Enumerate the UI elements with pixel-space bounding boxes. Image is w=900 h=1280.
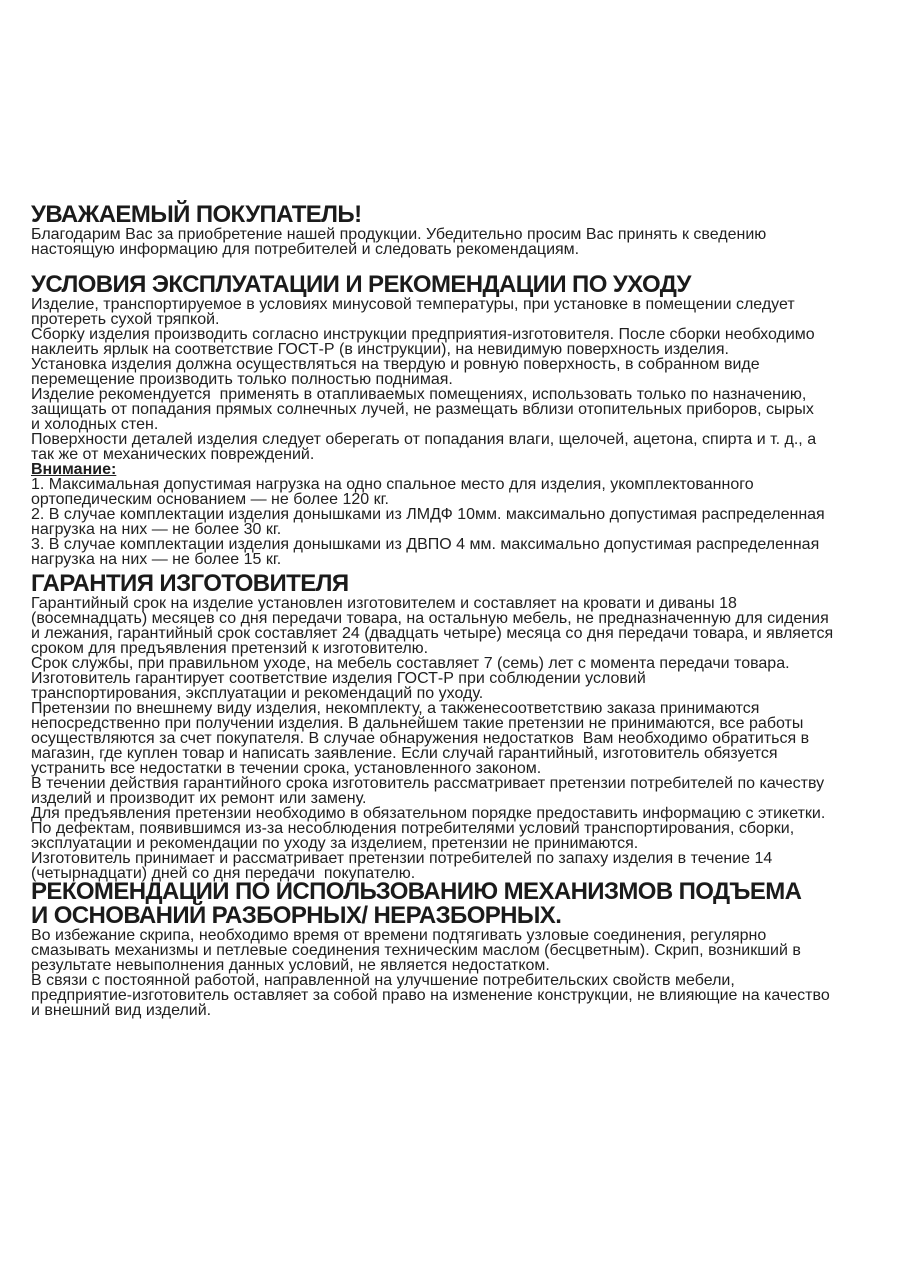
- manufacturer-warranty-heading: ГАРАНТИЯ ИЗГОТОВИТЕЛЯ: [31, 570, 349, 597]
- mechanism-recommendations-heading: [31, 880, 886, 928]
- dear-customer-paragraph: [31, 227, 886, 257]
- text-line: Поверхности деталей изделия следует оберегать от попадания влаги, щелочей, ацетона, спирта и т. д., а: [31, 431, 817, 448]
- text-line: Во избежание скрипа, необходимо время от времени подтягивать узловые соединения, регулярно: [31, 927, 767, 944]
- text-line: Для предъявления претензии необходимо в обязательном порядке предоставить информацию с этикетки.: [31, 805, 826, 822]
- text-line: изделий и производит их ремонт или замену.: [31, 790, 367, 807]
- text-line: перемещение производить только полностью поднимая.: [31, 371, 453, 388]
- text-line: (восемнадцать) месяцев со дня передачи товара, на остальную мебель, не предназначенную для сидения: [31, 610, 829, 627]
- text-line: Сборку изделия производить согласно инструкции предприятия-изготовителя. После сборки необходимо: [31, 326, 815, 343]
- attention-list: [31, 477, 886, 567]
- text-line: ортопедическим основанием — не более 120 кг.: [31, 491, 389, 508]
- text-line: 3. В случае комплектации изделия донышками из ДВПО 4 мм. максимально допустимая распределенная: [31, 536, 820, 553]
- mechanism-recommendations-paragraph: [31, 928, 886, 1018]
- text-line: 1. Максимальная допустимая нагрузка на одно спальное место для изделия, укомплектованного: [31, 476, 754, 493]
- section-dear-customer: [31, 203, 886, 257]
- text-line: Претензии по внешнему виду изделия, некомплекту, а такженесоответствию заказа принимаются: [31, 700, 760, 717]
- text-line: предприятие-изготовитель оставляет за собой право на изменение конструкции, не влияющие на качество: [31, 987, 830, 1004]
- text-line: Изготовитель принимает и рассматривает претензии потребителей по запаху изделия в течение 14: [31, 850, 773, 867]
- text-line: Срок службы, при правильном уходе, на мебель составляет 7 (семь) лет с момента передачи товара.: [31, 655, 790, 672]
- section-manufacturer-warranty: [31, 572, 886, 881]
- usage-conditions-paragraph: [31, 297, 886, 462]
- text-line: и лежания, гарантийный срок составляет 24 (двадцать четыре) месяца со дня передачи товара, и является: [31, 625, 834, 642]
- heading-line: РЕКОМЕНДАЦИИ ПО ИСПОЛЬЗОВАНИЮ МЕХАНИЗМОВ ПОДЪЕМА: [31, 878, 802, 905]
- text-line: эксплуатации и рекомендации по уходу за изделием, претензии не принимаются.: [31, 835, 639, 852]
- text-line: Гарантийный срок на изделие установлен изготовителем и составляет на кровати и диваны 18: [31, 595, 737, 612]
- section-usage-conditions: [31, 273, 886, 567]
- text-line: Изделие, транспортируемое в условиях минусовой температуры, при установке в помещении следует: [31, 296, 795, 313]
- text-line: нагрузка на них — не более 15 кг.: [31, 551, 282, 568]
- text-line: смазывать механизмы и петлевые соединения техническим маслом (бесцветным). Скрип, возникший в: [31, 942, 801, 959]
- text-line: Изготовитель гарантирует соответствие изделия ГОСТ-Р при соблюдении условий: [31, 670, 646, 687]
- text-line: Благодарим Вас за приобретение нашей продукции. Убедительно просим Вас принять к сведению: [31, 226, 767, 243]
- text-line: и внешний вид изделий.: [31, 1002, 212, 1019]
- heading-line: И ОСНОВАНИЙ РАЗБОРНЫХ/ НЕРАЗБОРНЫХ.: [31, 902, 562, 929]
- text-line: протереть сухой тряпкой.: [31, 311, 220, 328]
- text-line: (четырнадцати) дней со дня передачи покупателю.: [31, 865, 416, 882]
- text-line: непосредственно при получении изделия. В дальнейшем такие претензии не принимаются, все работы: [31, 715, 804, 732]
- text-line: нагрузка на них — не более 30 кг.: [31, 521, 282, 538]
- section-mechanism-recommendations: [31, 880, 886, 1018]
- text-line: настоящую информацию для потребителей и следовать рекомендациям.: [31, 241, 580, 258]
- text-line: наклеить ярлык на соответствие ГОСТ-Р (в инструкции), на невидимую поверхность изделия.: [31, 341, 729, 358]
- text-line: так же от механических повреждений.: [31, 446, 315, 463]
- attention-label: Внимание:: [31, 461, 117, 478]
- text-line: 2. В случае комплектации изделия донышками из ЛМДФ 10мм. максимально допустимая распределенная: [31, 506, 825, 523]
- text-line: и холодных стен.: [31, 416, 159, 433]
- text-line: защищать от попадания прямых солнечных лучей, не размещать вблизи отопительных приборов, сырых: [31, 401, 814, 418]
- text-line: Изделие рекомендуется применять в отапливаемых помещениях, использовать только по назначению,: [31, 386, 807, 403]
- text-line: Установка изделия должна осуществляться на твердую и ровную поверхность, в собранном виде: [31, 356, 760, 373]
- text-line: магазин, где куплен товар и написать заявление. Если случай гарантийный, изготовитель обязуется: [31, 745, 778, 762]
- manufacturer-warranty-paragraph: [31, 596, 886, 881]
- text-line: транспортирования, эксплуатации и рекомендаций по уходу.: [31, 685, 484, 702]
- text-line: сроком для предъявления претензий к изготовителю.: [31, 640, 429, 657]
- dear-customer-heading: УВАЖАЕМЫЙ ПОКУПАТЕЛЬ!: [31, 201, 362, 228]
- usage-conditions-heading: УСЛОВИЯ ЭКСПЛУАТАЦИИ И РЕКОМЕНДАЦИИ ПО УХОДУ: [31, 271, 691, 298]
- text-line: устранить все недостатки в течении срока, установленного законом.: [31, 760, 542, 777]
- text-line: По дефектам, появившимся из-за несоблюдения потребителями условий транспортирования, сборки,: [31, 820, 795, 837]
- text-line: результате невыполнения данных условий, не является недостатком.: [31, 957, 550, 974]
- text-line: В связи с постоянной работой, направленной на улучшение потребительских свойств мебели,: [31, 972, 735, 989]
- text-line: В течении действия гарантийного срока изготовитель рассматривает претензии потребителей по качеству: [31, 775, 825, 792]
- text-line: осуществляются за счет покупателя. В случае обнаружения недостатков Вам необходимо обратиться в: [31, 730, 810, 747]
